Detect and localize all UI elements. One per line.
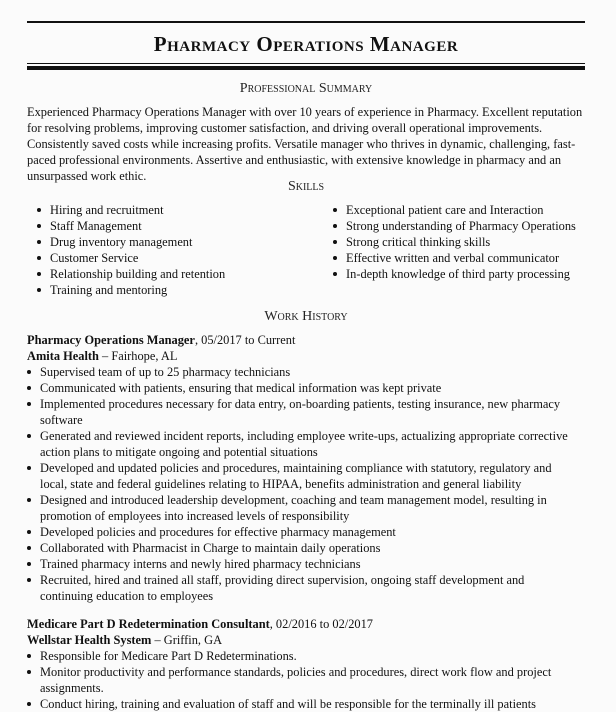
job-title-line [27,616,587,632]
section-heading-work-history: Work History [264,309,348,324]
job-bullet: Responsible for Medicare Part D Redeterminations. [27,648,575,664]
skill-item: Staff Management [37,218,225,234]
job-location: – Fairhope, AL [98,349,178,363]
skill-item: Strong understanding of Pharmacy Operations [333,218,576,234]
job-bullet: Supervised team of up to 25 pharmacy technicians [27,364,575,380]
job-bullet: Conduct hiring, training and evaluation of staff and will be responsible for the terminally ill patients [27,696,575,712]
skill-item: Hiring and recruitment [37,202,225,218]
job-bullet: Designed and introduced leadership development, coaching and team management model, resulting in promotion of employees into increased levels of responsibility [27,492,575,524]
section-heading-summary: Professional Summary [239,81,373,96]
job-employer: Amita Health [27,349,99,363]
skill-item: Effective written and verbal communicator [333,250,576,266]
job-dates: , 02/2016 to 02/2017 [269,617,373,631]
job-title: Pharmacy Operations Manager [27,333,195,347]
skill-item: Strong critical thinking skills [333,234,576,250]
job-bullet: Developed and updated policies and procedures, maintaining compliance with statutory, regulatory and local, state and federal guidelines relating to HIPAA, benefits administration and general liability [27,460,575,492]
work-history [27,332,587,712]
job-bullet: Trained pharmacy interns and newly hired pharmacy technicians [27,556,575,572]
job-bullet: Collaborated with Pharmacist in Charge to maintain daily operations [27,540,575,556]
job-bullets [27,364,575,604]
job-dates: , 05/2017 to Current [194,333,296,347]
job-bullet: Developed policies and procedures for effective pharmacy management [27,524,575,540]
section-heading-skills: Skills [287,179,325,194]
job-employer-line [27,632,587,648]
job-bullet: Implemented procedures necessary for data entry, on-boarding patients, testing insurance, new pharmacy software [27,396,575,428]
job-title: Medicare Part D Redetermination Consultant [27,617,270,631]
skills-column-left [37,202,225,298]
skill-item: Training and mentoring [37,282,225,298]
resume-title: Pharmacy Operations Manager [153,32,459,56]
summary-paragraph: Experienced Pharmacy Operations Manager with over 10 years of experience in Pharmacy. Excellent reputation for resolving problems, improving customer satisfaction, and driving overall operational improvements. Consistently saved costs while increasing profits. Versatile manager who thrives in dynamic, challenging, fast-paced professional environments. Assertive and enthusiastic, with extensive knowledge in pharmacy and an unsurpassed work ethic. [27,105,583,183]
job-bullet: Recruited, hired and trained all staff, providing direct supervision, ongoing staff development and continuing education to employees [27,572,575,604]
job-employer: Wellstar Health System [27,633,152,647]
header-rule-top [27,21,585,23]
skill-item: Drug inventory management [37,234,225,250]
header-rule-thin [27,63,585,64]
skill-item: Customer Service [37,250,225,266]
header-rule-thick [27,66,585,70]
job-employer-line [27,348,587,364]
job-entry [27,616,587,712]
job-title-line [27,332,587,348]
job-location: – Griffin, GA [151,633,223,647]
skill-item: In-depth knowledge of third party processing [333,266,576,282]
skill-item: Exceptional patient care and Interaction [333,202,576,218]
skill-item: Relationship building and retention [37,266,225,282]
job-bullet: Communicated with patients, ensuring that medical information was kept private [27,380,575,396]
skills-column-right [333,202,576,282]
job-entry [27,332,587,604]
job-bullets [27,648,575,712]
job-bullet: Monitor productivity and performance standards, policies and procedures, direct work flow and project assignments. [27,664,575,696]
job-bullet: Generated and reviewed incident reports, including employee write-ups, actualizing appropriate corrective action plans to mitigate ongoing and potential situations [27,428,575,460]
